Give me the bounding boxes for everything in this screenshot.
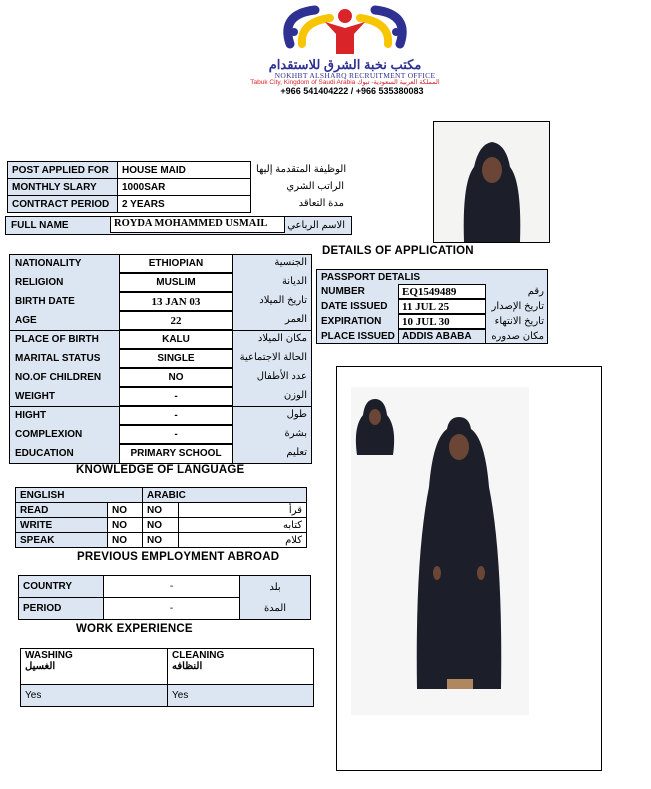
personal-field-label: AGE: [15, 315, 37, 326]
passport-field-label-ar: مكان صدوره: [491, 331, 544, 342]
personal-field-label-ar: العمر: [285, 314, 307, 325]
full-name-row: [5, 216, 352, 235]
logo-english-text: NOKHBT ALSHARQ RECRUITMENT OFFICE: [274, 71, 436, 80]
previous-employment-table: [18, 575, 311, 620]
period-value: -: [104, 598, 240, 620]
english-column-header: ENGLISH: [16, 488, 143, 503]
speak-label-ar: كلام: [179, 533, 307, 548]
header-phones: +966 541404222 / +966 535380083: [280, 86, 424, 96]
personal-field-label-ar: بشرة: [284, 428, 307, 439]
read-english: NO: [108, 503, 143, 518]
work-experience-title: WORK EXPERIENCE: [76, 623, 193, 635]
personal-field-label: EDUCATION: [15, 448, 74, 459]
speak-label: SPEAK: [16, 533, 108, 548]
details-title: DETAILS OF APPLICATION: [322, 245, 474, 257]
personal-field-label: RELIGION: [15, 277, 64, 288]
personal-field-label-ar: الحالة الاجتماعية: [239, 352, 307, 363]
language-table: [15, 487, 307, 548]
portrait-photo: [433, 121, 550, 243]
passport-field-label: DATE ISSUED: [321, 301, 388, 312]
table-row: [8, 179, 251, 196]
table-row: [19, 576, 311, 598]
table-row: [21, 649, 314, 685]
passport-field-value: 10 JUL 30: [398, 314, 486, 329]
personal-field-label-ar: طول: [286, 409, 307, 420]
period-label-ar: المدة: [263, 602, 287, 614]
arabic-column-header: ARABIC: [143, 488, 307, 503]
table-row: [21, 685, 314, 707]
salary-label: MONTHLY SLARY: [8, 179, 118, 196]
post-label-ar: الوظيفة المتقدمة إليها: [256, 164, 347, 175]
read-label-ar: قرأ: [179, 503, 307, 518]
personal-field-label: NO.OF CHILDREN: [15, 372, 102, 383]
divider: [9, 406, 312, 407]
personal-field-value: 22: [119, 311, 233, 330]
personal-field-label: HIGHT: [15, 410, 47, 421]
cleaning-header: [168, 649, 314, 685]
full-name-label: FULL NAME: [11, 220, 69, 231]
passport-table: [316, 269, 548, 344]
washing-label-ar: الغسيل: [25, 661, 56, 672]
personal-field-label-ar: الجنسية: [274, 257, 307, 268]
read-arabic: NO: [143, 503, 179, 518]
work-experience-table: [20, 648, 314, 707]
personal-field-value: SINGLE: [119, 349, 233, 368]
country-label: COUNTRY: [19, 576, 104, 598]
passport-field-value: EQ1549489: [398, 284, 486, 299]
washing-label: WASHING: [25, 650, 73, 661]
personal-field-value: -: [119, 425, 233, 444]
personal-field-label: WEIGHT: [15, 391, 55, 402]
personal-field-label: PLACE OF BIRTH: [15, 334, 99, 345]
personal-field-label-ar: الوزن: [283, 390, 307, 401]
passport-field-label: EXPIRATION: [321, 316, 382, 327]
passport-field-label-ar: تاريخ الانتهاء: [494, 316, 544, 327]
table-row: [8, 162, 251, 179]
table-row: [16, 533, 307, 548]
personal-field-value: PRIMARY SCHOOL: [119, 444, 233, 464]
read-label: READ: [16, 503, 108, 518]
full-name-value: ROYDA MOHAMMED USMAIL: [110, 216, 285, 233]
personal-field-value: -: [119, 406, 233, 425]
post-label: POST APPLIED FOR: [8, 162, 118, 179]
salary-label-ar: الراتب الشري: [286, 181, 344, 192]
write-arabic: NO: [143, 518, 179, 533]
personal-field-label: BIRTH DATE: [15, 296, 75, 307]
personal-field-value: MUSLIM: [119, 273, 233, 292]
personal-field-value: KALU: [119, 330, 233, 349]
cleaning-label-ar: النظافه: [172, 661, 203, 672]
personal-field-label: NATIONALITY: [15, 258, 82, 269]
period-label: PERIOD: [19, 598, 104, 620]
person-portrait-icon: [434, 122, 549, 242]
table-row: [8, 196, 251, 213]
washing-header: [21, 649, 168, 685]
person-full-body-icon: [337, 367, 601, 770]
language-title: KNOWLEDGE OF LANGUAGE: [76, 464, 245, 476]
country-label-ar: بلد: [269, 581, 281, 593]
personal-field-value: NO: [119, 368, 233, 387]
passport-title: PASSPORT DETALIS: [321, 272, 421, 283]
company-logo: [270, 4, 420, 60]
full-body-photo: [336, 366, 602, 771]
logo-emblem-icon: [270, 4, 420, 60]
write-label-ar: كتابه: [179, 518, 307, 533]
personal-field-label: MARITAL STATUS: [15, 353, 101, 364]
logo-address: Tabuk City, Kingdom of Saudi Arabia المملكة العربية السعودية- تبوك: [250, 79, 440, 86]
passport-field-value: 11 JUL 25: [398, 299, 486, 314]
table-row: [16, 518, 307, 533]
personal-field-label-ar: عدد الأطفال: [256, 371, 307, 382]
personal-field-value: ETHIOPIAN: [119, 254, 233, 273]
personal-field-label-ar: تعليم: [286, 447, 307, 458]
passport-field-label-ar: رقم: [527, 286, 544, 297]
personal-field-value: 13 JAN 03: [119, 292, 233, 311]
passport-field-label: NUMBER: [321, 286, 365, 297]
previous-employment-title: PREVIOUS EMPLOYMENT ABROAD: [77, 551, 280, 563]
table-row: [16, 503, 307, 518]
contract-label-ar: مدة التعاقد: [298, 198, 344, 209]
country-value: -: [104, 576, 240, 598]
personal-field-label: COMPLEXION: [15, 429, 83, 440]
contract-value: 2 YEARS: [118, 196, 251, 213]
speak-arabic: NO: [143, 533, 179, 548]
previous-label-ar: [240, 576, 311, 620]
personal-field-label-ar: مكان الميلاد: [257, 333, 307, 344]
speak-english: NO: [108, 533, 143, 548]
personal-table: [9, 254, 312, 464]
post-value: HOUSE MAID: [118, 162, 251, 179]
personal-field-label-ar: تاريخ الميلاد: [259, 295, 307, 306]
write-english: NO: [108, 518, 143, 533]
full-name-label-ar: الاسم الرباعي: [287, 220, 345, 231]
divider: [9, 330, 312, 331]
passport-field-label-ar: تاريخ الإصدار: [491, 301, 544, 312]
logo-arabic-text: مكتب نخبة الشرق للاستقدام: [268, 57, 422, 72]
cleaning-value: Yes: [168, 685, 314, 707]
passport-field-label: PLACE ISSUED: [321, 331, 395, 342]
salary-value: 1000SAR: [118, 179, 251, 196]
cleaning-label: CLEANING: [172, 650, 225, 661]
passport-field-value: ADDIS ABABA: [398, 329, 486, 344]
post-table: [7, 161, 251, 213]
personal-field-label-ar: الديانة: [281, 276, 307, 287]
washing-value: Yes: [21, 685, 168, 707]
personal-field-value: -: [119, 387, 233, 406]
table-row: [16, 488, 307, 503]
contract-label: CONTRACT PERIOD: [8, 196, 118, 213]
write-label: WRITE: [16, 518, 108, 533]
